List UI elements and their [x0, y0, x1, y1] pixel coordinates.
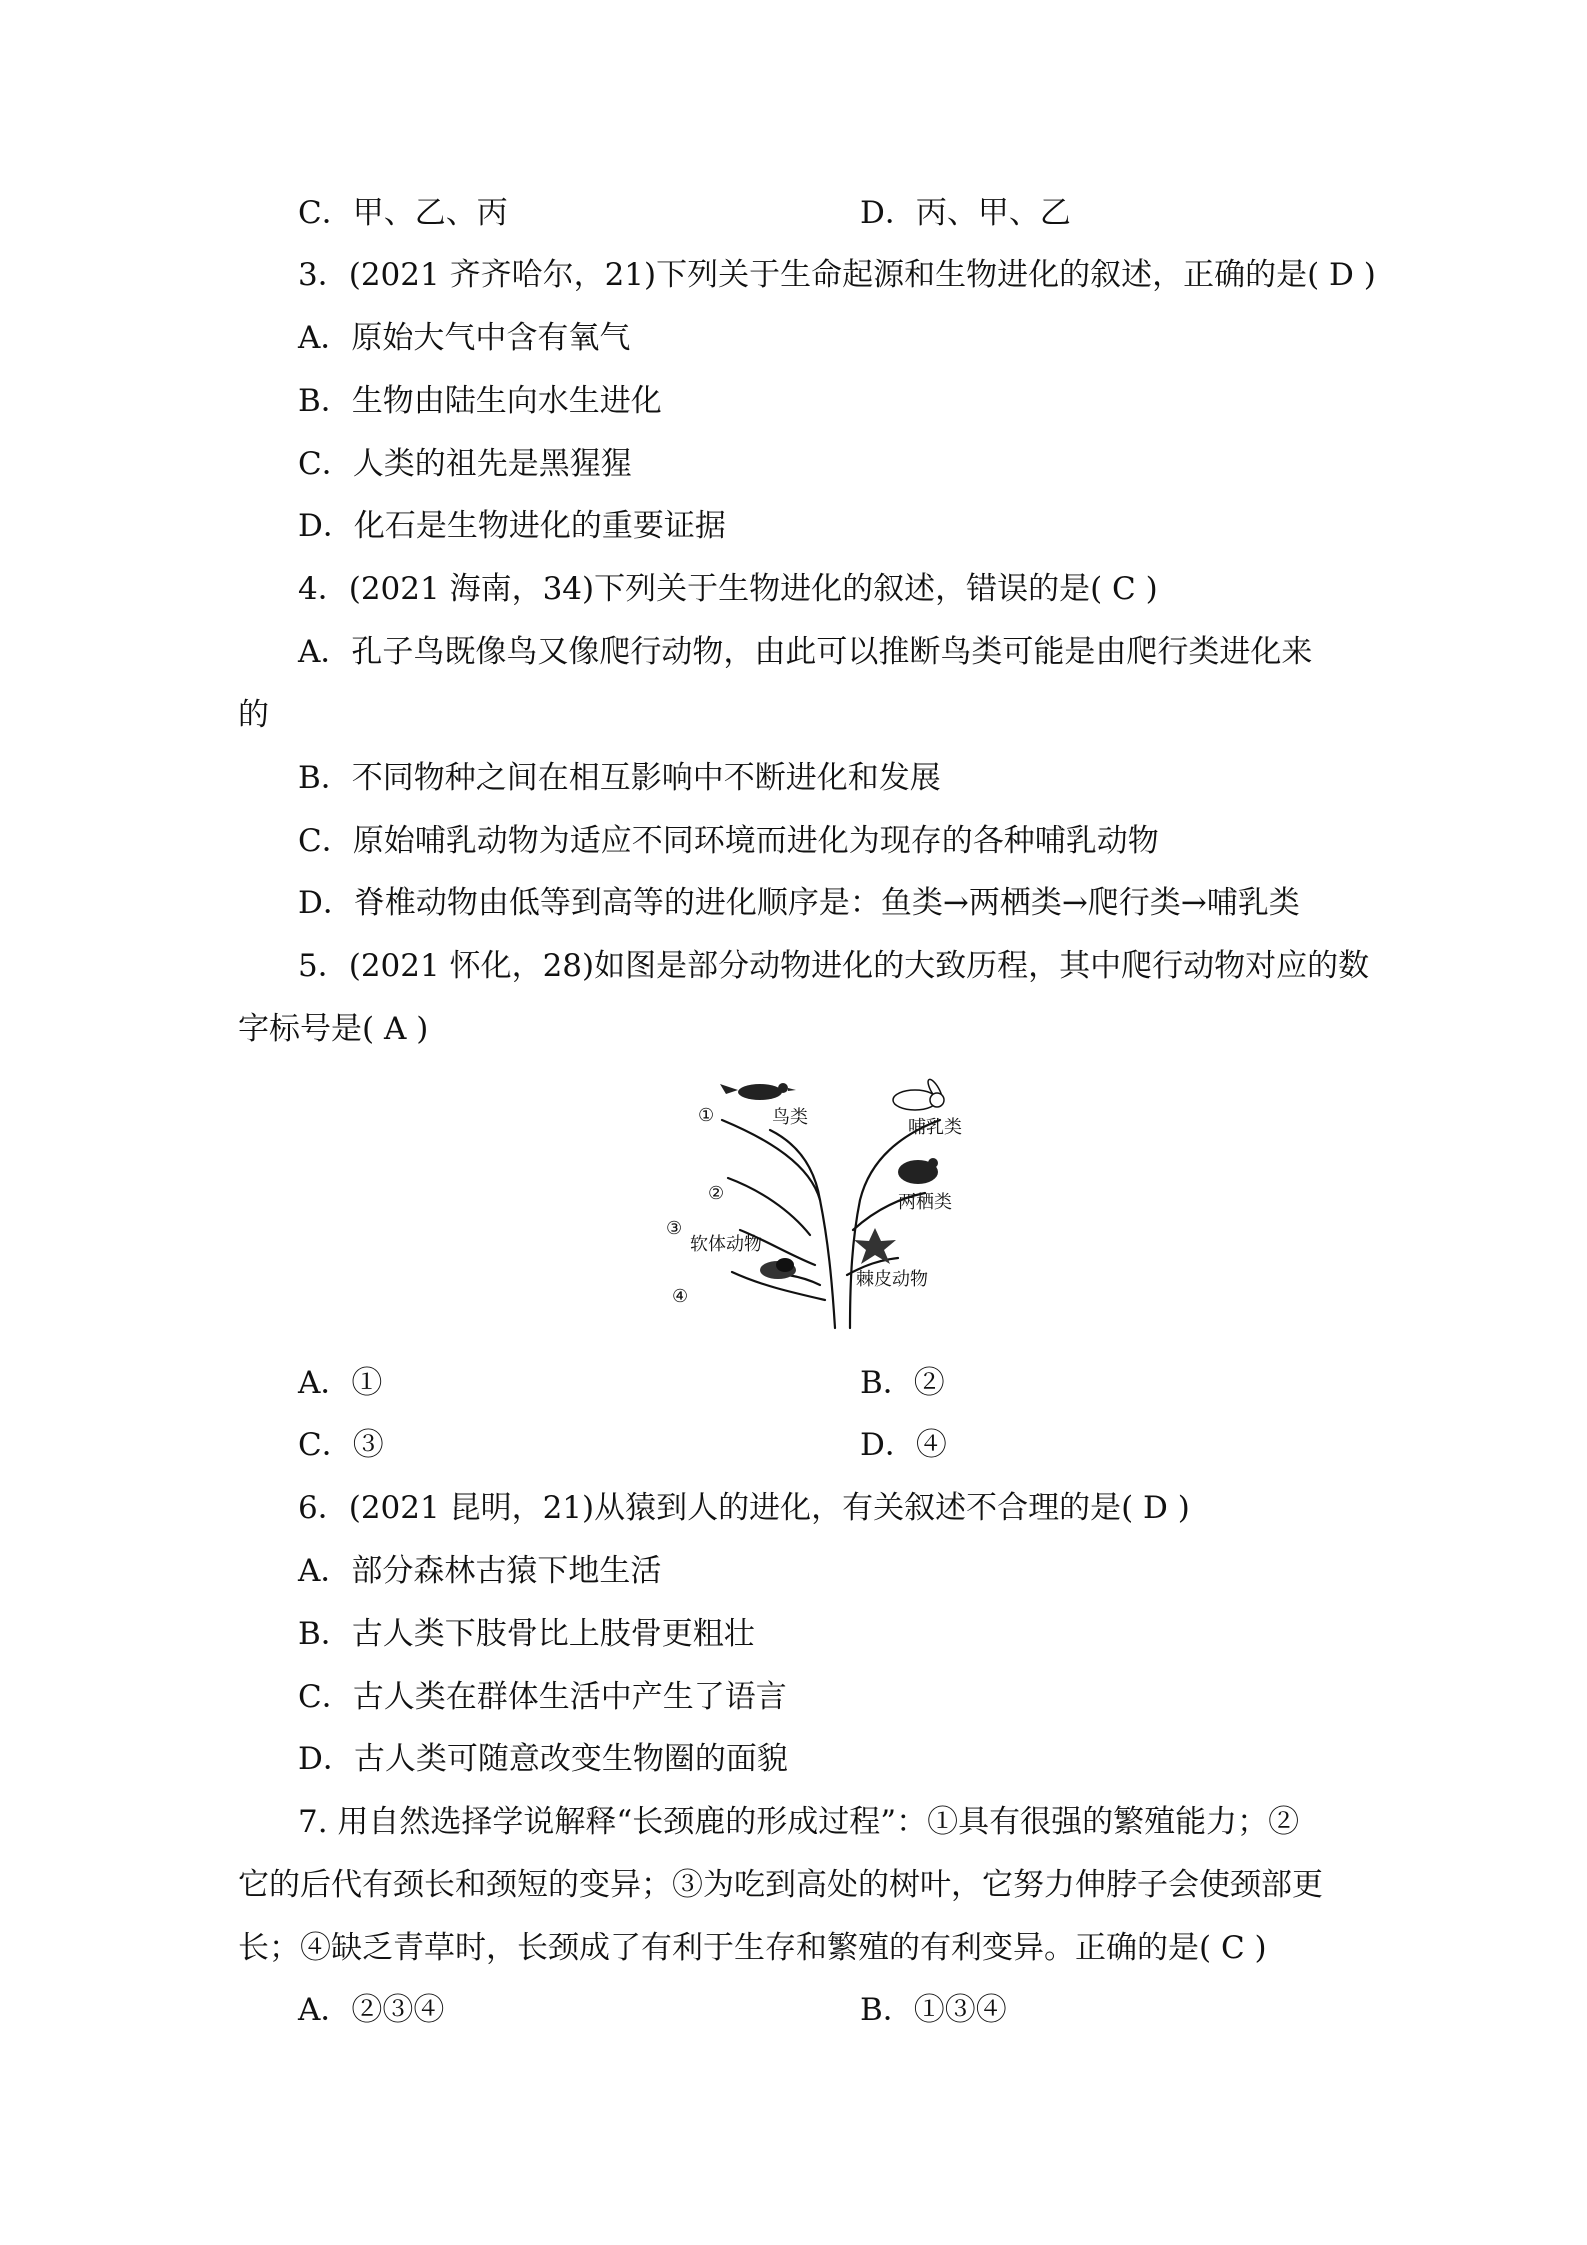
marker-3: ③: [666, 1218, 683, 1239]
q5-option-b: B．②: [860, 1365, 945, 1401]
branch-2: [728, 1178, 810, 1235]
q7-option-a: A．②③④: [298, 1992, 445, 2028]
q6-stem: 6．(2021 昆明，21)从猿到人的进化，有关叙述不合理的是( D ): [298, 1490, 1190, 1526]
marker-4: ④: [672, 1286, 689, 1307]
q4-option-a: A．孔子鸟既像鸟又像爬行动物，由此可以推断鸟类可能是由爬行类进化来: [298, 634, 1313, 670]
q3-option-a: A．原始大气中含有氧气: [298, 320, 631, 356]
label-echinoderm: 棘皮动物: [856, 1269, 928, 1290]
label-mammal: 哺乳类: [908, 1117, 962, 1138]
q3-option-b: B．生物由陆生向水生进化: [298, 383, 662, 419]
q2-option-c: C．甲、乙、丙: [298, 195, 508, 231]
q4-stem: 4．(2021 海南，34)下列关于生物进化的叙述，错误的是( C ): [298, 571, 1158, 607]
label-mollusc: 软体动物: [690, 1234, 762, 1255]
q7-option-b: B．①③④: [860, 1992, 1007, 2028]
marker-1: ①: [698, 1105, 715, 1126]
q6-option-b: B．古人类下肢骨比上肢骨更粗壮: [298, 1616, 755, 1652]
trunk-left-edge: [770, 1130, 835, 1328]
q7-stem-cont-1: 它的后代有颈长和颈短的变异；③为吃到高处的树叶，它努力伸脖子会使颈部更: [238, 1867, 1323, 1903]
q5-stem-cont: 字标号是( A ): [238, 1011, 429, 1047]
q3-stem: 3．(2021 齐齐哈尔，21)下列关于生命起源和生物进化的叙述，正确的是( D ): [298, 257, 1376, 293]
q4-option-b: B．不同物种之间在相互影响中不断进化和发展: [298, 760, 941, 796]
q5-option-a: A．①: [298, 1365, 383, 1401]
q6-option-d: D．古人类可随意改变生物圈的面貌: [298, 1741, 788, 1777]
q7-stem-cont-2: 长；④缺乏青草时，长颈成了有利于生存和繁殖的有利变异。正确的是( C ): [238, 1930, 1267, 1966]
label-amphibian: 两栖类: [898, 1192, 952, 1213]
bird-icon: [720, 1083, 796, 1100]
snail-icon: [760, 1258, 796, 1279]
q5-option-d: D．④: [860, 1427, 947, 1463]
marker-2: ②: [708, 1183, 725, 1204]
rabbit-icon: [893, 1078, 944, 1110]
q7-stem: 7. 用自然选择学说解释“长颈鹿的形成过程”：①具有很强的繁殖能力；②: [298, 1804, 1300, 1840]
trunk-right-edge: [850, 1120, 940, 1328]
frog-icon: [898, 1158, 938, 1184]
evolution-tree-figure: [660, 1060, 1030, 1340]
q3-option-d: D．化石是生物进化的重要证据: [298, 508, 726, 544]
q4-option-c: C．原始哺乳动物为适应不同环境而进化为现存的各种哺乳动物: [298, 823, 1159, 859]
q4-option-d: D．脊椎动物由低等到高等的进化顺序是：鱼类→两栖类→爬行类→哺乳类: [298, 885, 1300, 921]
q6-option-a: A．部分森林古猿下地生活: [298, 1553, 662, 1589]
branch-mollusc: [788, 1275, 820, 1285]
q3-option-c: C．人类的祖先是黑猩猩: [298, 446, 632, 482]
q4-option-a-cont: 的: [238, 697, 269, 733]
evolution-tree-svg: [660, 1060, 1030, 1340]
q5-option-c: C．③: [298, 1427, 384, 1463]
q6-option-c: C．古人类在群体生活中产生了语言: [298, 1679, 787, 1715]
q5-stem: 5．(2021 怀化，28)如图是部分动物进化的大致历程，其中爬行动物对应的数: [298, 948, 1370, 984]
q2-option-d: D．丙、甲、乙: [860, 195, 1071, 231]
label-bird: 鸟类: [772, 1107, 808, 1128]
